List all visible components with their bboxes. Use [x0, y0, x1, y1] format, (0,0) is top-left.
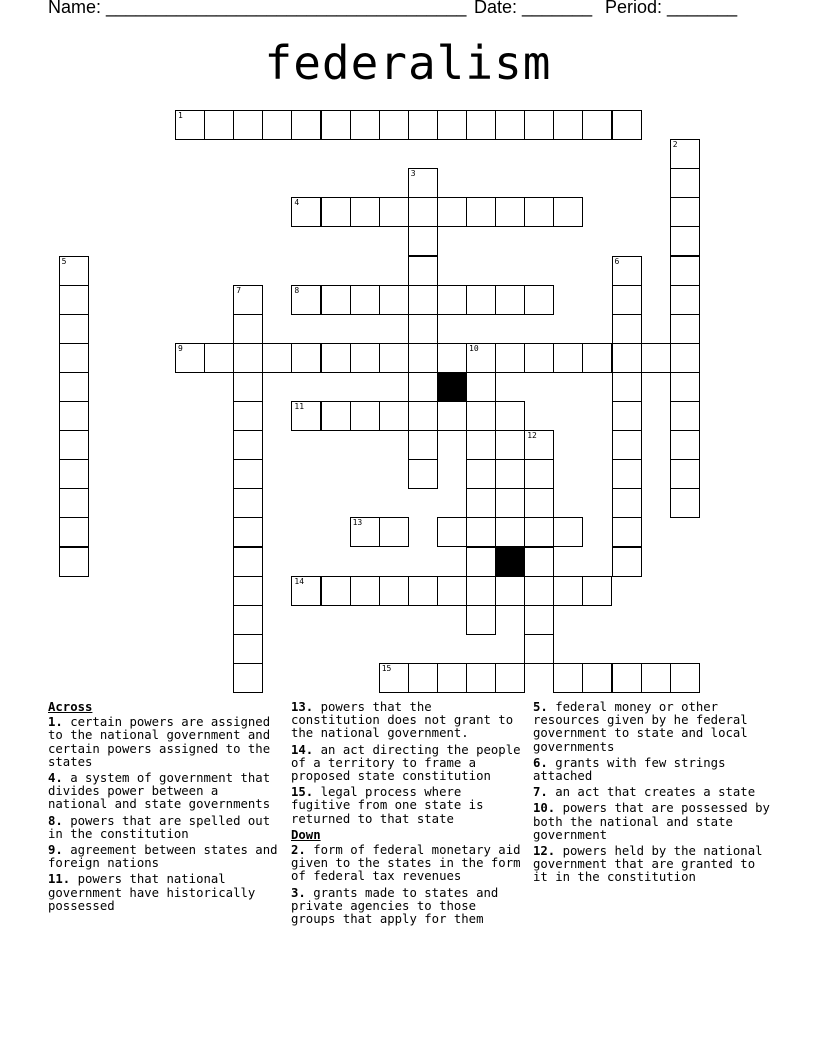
- clue-number: 1.: [48, 715, 63, 730]
- grid-cell[interactable]: [350, 343, 380, 373]
- grid-cell[interactable]: [612, 517, 642, 547]
- period-field[interactable]: Period: _______: [605, 0, 738, 17]
- clue-text: powers that national government have historically possessed: [48, 872, 256, 913]
- grid-cell[interactable]: [233, 605, 263, 635]
- name-field[interactable]: Name: ____________________________________: [48, 0, 467, 17]
- down-heading: Down: [291, 827, 321, 842]
- grid-cell[interactable]: [233, 285, 263, 315]
- grid-cell[interactable]: [612, 663, 642, 693]
- grid-cell[interactable]: [379, 401, 409, 431]
- grid-cell[interactable]: [466, 110, 496, 140]
- clue-number: 9.: [48, 843, 63, 858]
- clue-number: 14.: [291, 742, 314, 757]
- grid-cell[interactable]: [408, 372, 438, 402]
- clue: [291, 786, 527, 826]
- grid-cell[interactable]: [524, 430, 554, 460]
- date-field[interactable]: Date: _______: [474, 0, 593, 17]
- clue-text: an act directing the people of a territory to frame a proposed state constitution: [291, 742, 521, 784]
- grid-cell[interactable]: [670, 285, 700, 315]
- grid-cell[interactable]: [670, 459, 700, 489]
- grid-cell[interactable]: [612, 459, 642, 489]
- grid-cell[interactable]: [59, 314, 89, 344]
- grid-cell[interactable]: [350, 197, 380, 227]
- grid-cell[interactable]: [582, 663, 612, 693]
- clue-text: certain powers are assigned to the national government and certain powers assigned to the states: [48, 715, 271, 769]
- clue: [533, 786, 773, 799]
- grid-cell[interactable]: [524, 488, 554, 518]
- grid-cell[interactable]: [175, 343, 205, 373]
- grid-cell[interactable]: [612, 110, 642, 140]
- grid-cell[interactable]: [670, 139, 700, 169]
- black-cell: [437, 372, 467, 402]
- grid-cell[interactable]: [59, 343, 89, 373]
- cell-number: 3: [410, 169, 416, 179]
- grid-cell[interactable]: [495, 459, 525, 489]
- grid-cell[interactable]: [466, 576, 496, 606]
- grid-cell[interactable]: [321, 576, 351, 606]
- grid-cell[interactable]: [262, 343, 292, 373]
- clue-text: powers that the constitution does not grant to the national government.: [291, 700, 514, 741]
- grid-cell[interactable]: [350, 285, 380, 315]
- grid-cell[interactable]: [524, 285, 554, 315]
- clue: [291, 744, 527, 784]
- grid-cell[interactable]: [350, 576, 380, 606]
- grid-cell[interactable]: [641, 663, 671, 693]
- grid-cell[interactable]: [612, 256, 642, 286]
- grid-cell[interactable]: [612, 314, 642, 344]
- grid-cell[interactable]: [408, 314, 438, 344]
- grid-cell[interactable]: [582, 576, 612, 606]
- clue-text: legal process where fugitive from one state is returned to that state: [291, 785, 484, 826]
- across-heading: Across: [48, 700, 93, 714]
- grid-cell[interactable]: [524, 605, 554, 635]
- grid-cell[interactable]: [466, 343, 496, 373]
- grid-cell[interactable]: [553, 663, 583, 693]
- grid-cell[interactable]: [262, 110, 292, 140]
- grid-cell[interactable]: [291, 343, 321, 373]
- grid-cell[interactable]: [466, 663, 496, 693]
- grid-cell[interactable]: [670, 401, 700, 431]
- grid-cell[interactable]: [408, 168, 438, 198]
- cell-number: 15: [381, 663, 392, 673]
- grid-cell[interactable]: [495, 576, 525, 606]
- grid-cell[interactable]: [233, 401, 263, 431]
- grid-cell[interactable]: [408, 343, 438, 373]
- grid-cell[interactable]: [495, 401, 525, 431]
- grid-cell[interactable]: [670, 314, 700, 344]
- grid-cell[interactable]: [321, 197, 351, 227]
- grid-cell[interactable]: [553, 343, 583, 373]
- grid-cell[interactable]: [495, 517, 525, 547]
- grid-cell[interactable]: [612, 488, 642, 518]
- cell-number: 7: [236, 285, 242, 295]
- cell-number: 11: [294, 402, 305, 411]
- clue-text: grants made to states and private agencies to those groups that apply for them: [291, 885, 499, 927]
- cell-number: 5: [61, 256, 67, 266]
- grid-cell[interactable]: [524, 576, 554, 606]
- grid-cell[interactable]: [233, 459, 263, 489]
- clue-column-1: [48, 701, 284, 916]
- grid-cell[interactable]: [59, 285, 89, 315]
- grid-cell[interactable]: [59, 517, 89, 547]
- clue-text: federal money or other resources given by he federal government to state and local governments: [533, 700, 748, 754]
- grid-cell[interactable]: [379, 110, 409, 140]
- grid-cell[interactable]: [582, 343, 612, 373]
- grid-cell[interactable]: [495, 488, 525, 518]
- grid-cell[interactable]: [59, 547, 89, 577]
- clue-number: 3.: [291, 885, 306, 900]
- grid-cell[interactable]: [408, 226, 438, 256]
- grid-cell[interactable]: [233, 634, 263, 664]
- grid-cell[interactable]: [670, 197, 700, 227]
- grid-cell[interactable]: [59, 488, 89, 518]
- clue: [291, 701, 527, 741]
- cell-number: 12: [527, 431, 537, 441]
- grid-cell[interactable]: [670, 256, 700, 286]
- cell-number: 1: [178, 111, 183, 120]
- grid-cell[interactable]: [524, 197, 554, 227]
- grid-cell[interactable]: [59, 459, 89, 489]
- grid-cell[interactable]: [670, 488, 700, 518]
- grid-cell[interactable]: [670, 663, 700, 693]
- clue-text: agreement between states and foreign nations: [48, 843, 278, 871]
- grid-cell[interactable]: [321, 401, 351, 431]
- grid-cell[interactable]: [495, 343, 525, 373]
- grid-cell[interactable]: [408, 110, 438, 140]
- grid-cell[interactable]: [495, 197, 525, 227]
- clue-text: form of federal monetary aid given to the states in the form of federal tax revenues: [291, 843, 521, 884]
- grid-cell[interactable]: [466, 430, 496, 460]
- grid-cell[interactable]: [233, 430, 263, 460]
- grid-cell[interactable]: [670, 168, 700, 198]
- clue-column-2: [291, 701, 527, 929]
- clue-text: powers that are spelled out in the constitution: [48, 813, 271, 841]
- grid-cell[interactable]: [321, 343, 351, 373]
- grid-cell[interactable]: [204, 343, 234, 373]
- grid-cell[interactable]: [495, 430, 525, 460]
- cell-number: 2: [672, 140, 678, 150]
- clue-number: 5.: [533, 700, 548, 714]
- cell-number: 9: [178, 343, 183, 353]
- clue-number: 13.: [291, 700, 314, 714]
- grid-cell[interactable]: [466, 488, 496, 518]
- clue-number: 10.: [533, 801, 556, 816]
- grid-cell[interactable]: [379, 517, 409, 547]
- grid-cell[interactable]: [233, 314, 263, 344]
- grid-cell[interactable]: [408, 256, 438, 286]
- cell-number: 4: [294, 198, 300, 208]
- grid-cell[interactable]: [408, 430, 438, 460]
- grid-cell[interactable]: [524, 547, 554, 577]
- grid-cell[interactable]: [466, 547, 496, 577]
- grid-cell[interactable]: [59, 430, 89, 460]
- clue: [48, 716, 284, 769]
- grid-cell[interactable]: [466, 372, 496, 402]
- clue: [533, 845, 773, 885]
- grid-cell[interactable]: [379, 663, 409, 693]
- clue-text: a system of government that divides power between a national and state governments: [48, 771, 271, 812]
- grid-cell[interactable]: [233, 517, 263, 547]
- grid-cell[interactable]: [379, 343, 409, 373]
- grid-cell[interactable]: [670, 430, 700, 460]
- grid-cell[interactable]: [233, 110, 263, 140]
- grid-cell[interactable]: [466, 605, 496, 635]
- grid-cell[interactable]: [379, 197, 409, 227]
- clue-number: 2.: [291, 843, 306, 858]
- grid-cell[interactable]: [495, 285, 525, 315]
- grid-cell[interactable]: [291, 401, 321, 431]
- cell-number: 8: [294, 285, 300, 295]
- clue: [291, 844, 527, 884]
- grid-cell[interactable]: [408, 459, 438, 489]
- grid-cell[interactable]: [233, 547, 263, 577]
- clue-number: 6.: [533, 755, 548, 770]
- grid-cell[interactable]: [408, 576, 438, 606]
- grid-cell[interactable]: [204, 110, 234, 140]
- grid-cell[interactable]: [495, 110, 525, 140]
- grid-cell[interactable]: [553, 576, 583, 606]
- grid-cell[interactable]: [437, 663, 467, 693]
- clue-text: powers that are possessed by both the national and state government: [533, 801, 770, 842]
- grid-cell[interactable]: [670, 226, 700, 256]
- grid-cell[interactable]: [495, 663, 525, 693]
- clue: [48, 873, 284, 913]
- grid-cell[interactable]: [408, 663, 438, 693]
- clue: [48, 844, 284, 870]
- grid-cell[interactable]: [466, 459, 496, 489]
- black-cell: [495, 547, 525, 577]
- grid-cell[interactable]: [641, 343, 671, 373]
- grid-cell[interactable]: [524, 634, 554, 664]
- grid-cell[interactable]: [233, 372, 263, 402]
- clue-column-3: [533, 701, 773, 888]
- clue: [533, 757, 773, 783]
- grid-cell[interactable]: [612, 285, 642, 315]
- clue-number: 8.: [48, 813, 63, 828]
- grid-cell[interactable]: [466, 197, 496, 227]
- clue: [533, 701, 773, 754]
- clue-number: 12.: [533, 844, 556, 859]
- cell-number: 6: [614, 256, 620, 266]
- grid-cell[interactable]: [612, 430, 642, 460]
- grid-cell[interactable]: [59, 256, 89, 286]
- grid-cell[interactable]: [437, 197, 467, 227]
- grid-cell[interactable]: [291, 197, 321, 227]
- grid-cell[interactable]: [437, 110, 467, 140]
- grid-cell[interactable]: [321, 110, 351, 140]
- grid-cell[interactable]: [466, 285, 496, 315]
- grid-cell[interactable]: [466, 517, 496, 547]
- grid-cell[interactable]: [233, 663, 263, 693]
- grid-cell[interactable]: [291, 110, 321, 140]
- grid-cell[interactable]: [408, 285, 438, 315]
- cell-number: 13: [352, 518, 363, 528]
- grid-cell[interactable]: [291, 285, 321, 315]
- clue-text: grants with few strings attached: [533, 755, 726, 784]
- grid-cell[interactable]: [524, 459, 554, 489]
- grid-cell[interactable]: [350, 110, 380, 140]
- grid-cell[interactable]: [321, 285, 351, 315]
- clue-text: an act that creates a state: [547, 785, 756, 800]
- clue-number: 7.: [533, 785, 548, 800]
- grid-cell[interactable]: [59, 401, 89, 431]
- grid-cell[interactable]: [582, 110, 612, 140]
- clue: [48, 772, 284, 812]
- page-title: federalism: [264, 36, 552, 90]
- grid-cell[interactable]: [379, 576, 409, 606]
- grid-cell[interactable]: [437, 401, 467, 431]
- grid-cell[interactable]: [437, 285, 467, 315]
- cell-number: 14: [294, 576, 305, 586]
- grid-cell[interactable]: [553, 517, 583, 547]
- clue: [48, 815, 284, 841]
- grid-cell[interactable]: [350, 517, 380, 547]
- clue-number: 15.: [291, 785, 314, 800]
- grid-cell[interactable]: [408, 197, 438, 227]
- grid-cell[interactable]: [233, 576, 263, 606]
- grid-cell[interactable]: [553, 197, 583, 227]
- grid-cell[interactable]: [612, 547, 642, 577]
- grid-cell[interactable]: [59, 372, 89, 402]
- clue: [533, 802, 773, 842]
- grid-cell[interactable]: [670, 372, 700, 402]
- grid-cell[interactable]: [175, 110, 205, 140]
- grid-cell[interactable]: [408, 401, 438, 431]
- grid-cell[interactable]: [233, 343, 263, 373]
- grid-cell[interactable]: [612, 343, 642, 373]
- grid-cell[interactable]: [612, 401, 642, 431]
- grid-cell[interactable]: [379, 285, 409, 315]
- grid-cell[interactable]: [437, 517, 467, 547]
- grid-cell[interactable]: [233, 488, 263, 518]
- grid-cell[interactable]: [524, 343, 554, 373]
- clue-text: powers held by the national government that are granted to it in the constitution: [533, 844, 763, 885]
- clue-number: 4.: [48, 771, 63, 786]
- clue: [291, 887, 527, 927]
- grid-cell[interactable]: [612, 372, 642, 402]
- grid-cell[interactable]: [553, 110, 583, 140]
- clue-number: 11.: [48, 872, 71, 887]
- grid-cell[interactable]: [437, 343, 467, 373]
- grid-cell[interactable]: [670, 343, 700, 373]
- grid-cell[interactable]: [524, 517, 554, 547]
- grid-cell[interactable]: [437, 576, 467, 606]
- grid-cell[interactable]: [350, 401, 380, 431]
- cell-number: 10: [469, 343, 479, 353]
- grid-cell[interactable]: [524, 110, 554, 140]
- grid-cell[interactable]: [291, 576, 321, 606]
